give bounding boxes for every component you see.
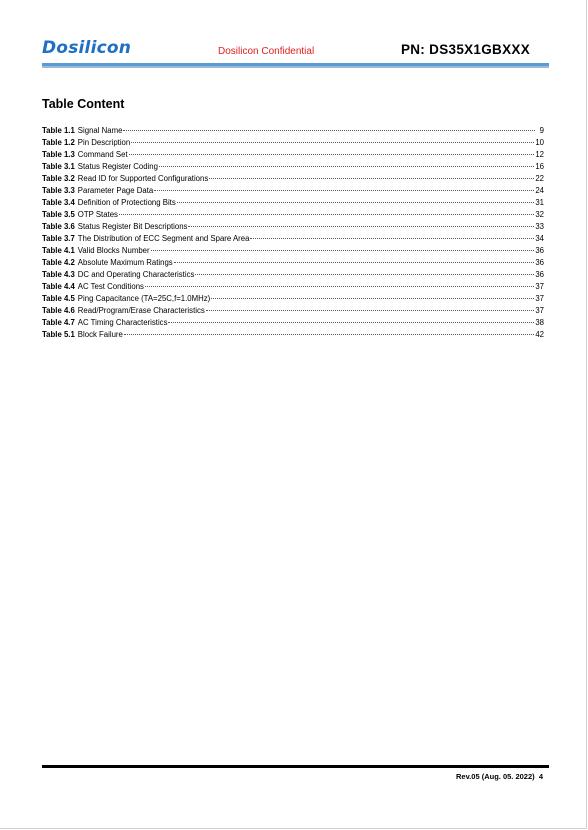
toc-dot-leader bbox=[145, 286, 534, 287]
toc-entry[interactable] bbox=[42, 233, 544, 245]
toc-dot-leader bbox=[123, 130, 535, 131]
toc-entry-label: OTP States bbox=[77, 210, 118, 219]
toc-dot-leader bbox=[124, 334, 534, 335]
toc-entry-page: 31 bbox=[535, 198, 544, 207]
toc-entry-page: 33 bbox=[535, 222, 544, 231]
toc-dot-leader bbox=[159, 166, 534, 167]
toc-entry-page: 36 bbox=[535, 246, 544, 255]
toc-entry-ref: Table 4.1 bbox=[42, 246, 75, 255]
dosilicon-logo: Dosilicon bbox=[42, 38, 132, 58]
header-rule-shadow bbox=[42, 66, 549, 68]
toc-dot-leader bbox=[131, 142, 534, 143]
toc-entry-page: 24 bbox=[535, 186, 544, 195]
toc-dot-leader bbox=[154, 190, 534, 191]
toc-entry-page: 38 bbox=[535, 318, 544, 327]
toc-entry[interactable] bbox=[42, 149, 544, 161]
toc-dot-leader bbox=[174, 262, 535, 263]
toc-entry-ref: Table 3.3 bbox=[42, 186, 75, 195]
toc-entry-page: 37 bbox=[535, 294, 544, 303]
toc-entry-page: 10 bbox=[535, 138, 544, 147]
toc-entry-page: 16 bbox=[535, 162, 544, 171]
toc-entry-page: 9 bbox=[539, 126, 544, 135]
toc-entry-label: Read ID for Supported Configurations bbox=[77, 174, 209, 183]
toc-entry-label: Pin Description bbox=[77, 138, 131, 147]
toc-entry-label: Read/Program/Erase Characteristics bbox=[77, 306, 205, 315]
toc-entry-label: Command Set bbox=[77, 150, 128, 159]
footer-revision bbox=[456, 772, 543, 781]
toc-entry-ref: Table 4.6 bbox=[42, 306, 75, 315]
toc-entry-page: 36 bbox=[535, 258, 544, 267]
toc-dot-leader bbox=[188, 226, 534, 227]
toc-dot-leader bbox=[168, 322, 534, 323]
toc-dot-leader bbox=[151, 250, 535, 251]
toc-entry-page: 42 bbox=[535, 330, 544, 339]
toc-entry-page: 36 bbox=[535, 270, 544, 279]
toc-entry-label: AC Timing Characteristics bbox=[77, 318, 168, 327]
toc-entry-label: Block Failure bbox=[77, 330, 123, 339]
toc-entry[interactable] bbox=[42, 209, 544, 221]
toc-entry-ref: Table 4.4 bbox=[42, 282, 75, 291]
toc-entry[interactable] bbox=[42, 293, 544, 305]
toc-entry-label: Valid Blocks Number bbox=[77, 246, 150, 255]
toc-entry[interactable] bbox=[42, 125, 544, 137]
toc-entry-label: Definition of Protectiong Bits bbox=[77, 198, 176, 207]
toc-dot-leader bbox=[209, 178, 534, 179]
toc-entry-page: 34 bbox=[535, 234, 544, 243]
toc-entry[interactable] bbox=[42, 257, 544, 269]
toc-entry-ref: Table 4.2 bbox=[42, 258, 75, 267]
toc-entry-label: AC Test Conditions bbox=[77, 282, 144, 291]
toc-entry-page: 12 bbox=[535, 150, 544, 159]
toc-entry[interactable] bbox=[42, 161, 544, 173]
toc-title: Table Content bbox=[42, 97, 125, 111]
toc-entry-label: Absolute Maximum Ratings bbox=[77, 258, 173, 267]
toc-entry[interactable] bbox=[42, 221, 544, 233]
toc-dot-leader bbox=[206, 310, 535, 311]
toc-list bbox=[42, 125, 544, 341]
toc-entry-ref: Table 3.4 bbox=[42, 198, 75, 207]
toc-entry[interactable] bbox=[42, 197, 544, 209]
toc-entry-label: Parameter Page Data bbox=[77, 186, 154, 195]
toc-entry-ref: Table 4.5 bbox=[42, 294, 75, 303]
confidential-label: Dosilicon Confidential bbox=[218, 46, 315, 57]
toc-entry[interactable] bbox=[42, 245, 544, 257]
revision-label: Rev.05 (Aug. 05. 2022) bbox=[456, 772, 535, 781]
toc-entry[interactable] bbox=[42, 305, 544, 317]
toc-entry[interactable] bbox=[42, 137, 544, 149]
toc-dot-leader bbox=[195, 274, 534, 275]
toc-entry-ref: Table 3.6 bbox=[42, 222, 75, 231]
toc-entry-ref: Table 3.7 bbox=[42, 234, 75, 243]
toc-dot-leader bbox=[119, 214, 534, 215]
toc-entry-page: 22 bbox=[535, 174, 544, 183]
part-number: PN: DS35X1GBXXX bbox=[400, 42, 530, 57]
toc-entry-label: Ping Capacitance (TA=25C,f=1.0MHz) bbox=[77, 294, 211, 303]
toc-entry-ref: Table 3.1 bbox=[42, 162, 75, 171]
toc-entry-label: DC and Operating Characteristics bbox=[77, 270, 195, 279]
toc-entry[interactable] bbox=[42, 269, 544, 281]
toc-dot-leader bbox=[177, 202, 535, 203]
toc-entry-label: Status Register Coding bbox=[77, 162, 158, 171]
toc-entry-ref: Table 1.3 bbox=[42, 150, 75, 159]
toc-entry-ref: Table 5.1 bbox=[42, 330, 75, 339]
toc-entry-ref: Table 3.2 bbox=[42, 174, 75, 183]
toc-entry-ref: Table 4.7 bbox=[42, 318, 75, 327]
page-number: 4 bbox=[538, 772, 543, 781]
toc-entry-ref: Table 1.2 bbox=[42, 138, 75, 147]
toc-entry-page: 37 bbox=[535, 282, 544, 291]
toc-entry-ref: Table 4.3 bbox=[42, 270, 75, 279]
toc-entry-page: 32 bbox=[535, 210, 544, 219]
toc-entry-label: Status Register Bit Descriptions bbox=[77, 222, 188, 231]
toc-dot-leader bbox=[250, 238, 534, 239]
toc-entry-label: Signal Name bbox=[77, 126, 123, 135]
toc-entry[interactable] bbox=[42, 173, 544, 185]
footer-rule bbox=[42, 765, 549, 768]
toc-entry-ref: Table 1.1 bbox=[42, 126, 75, 135]
toc-dot-leader bbox=[129, 154, 535, 155]
toc-entry[interactable] bbox=[42, 185, 544, 197]
toc-entry[interactable] bbox=[42, 329, 544, 341]
toc-entry-label: The Distribution of ECC Segment and Spare Area bbox=[77, 234, 250, 243]
toc-entry[interactable] bbox=[42, 317, 544, 329]
toc-entry[interactable] bbox=[42, 281, 544, 293]
toc-dot-leader bbox=[211, 298, 534, 299]
toc-entry-ref: Table 3.5 bbox=[42, 210, 75, 219]
toc-entry-page: 37 bbox=[535, 306, 544, 315]
